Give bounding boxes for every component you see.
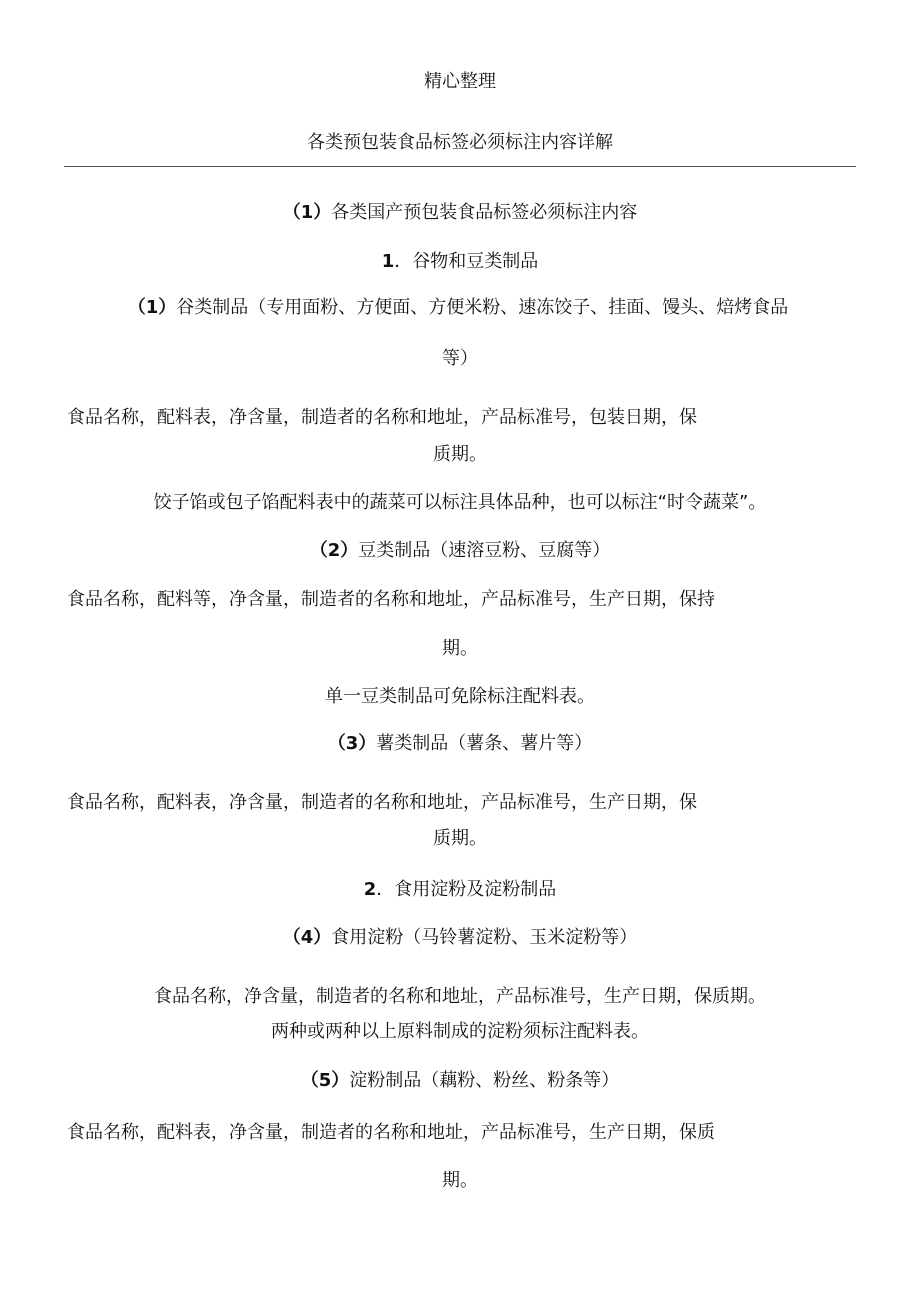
category-1-title: ．谷物和豆类制品 (394, 251, 539, 272)
item-2-title-text: 豆类制品（速溶豆粉、豆腐等） (358, 540, 611, 561)
item-2-requirements: 食品名称，配料等，净含量，制造者的名称和地址，产品标准号，生产日期，保持 (67, 589, 715, 610)
item-2-requirements-cont: 期。 (442, 638, 478, 659)
item-3-title (0, 733, 920, 755)
header-note: 精心整理 (424, 71, 496, 92)
item-2-title (0, 540, 920, 562)
item-5-requirements-cont: 期。 (442, 1170, 478, 1191)
category-2-title: ．食用淀粉及淀粉制品 (376, 879, 557, 900)
item-3-requirements-cont: 质期。 (433, 828, 487, 849)
item-4-title-text: 食用淀粉（马铃薯淀粉、玉米淀粉等） (331, 927, 638, 948)
section-heading-text: 各类国产预包装食品标签必须标注内容 (331, 202, 638, 223)
item-1-note: 饺子馅或包子馅配料表中的蔬菜可以标注具体品种，也可以标注“时令蔬菜”。 (153, 492, 767, 513)
item-1-num: （1） (127, 297, 177, 318)
item-1-title-cont: 等） (442, 348, 478, 369)
section-heading-num: （1） (282, 202, 332, 223)
item-5-title (0, 1070, 920, 1092)
item-5-num: （5） (300, 1070, 350, 1091)
document-title: 各类预包装食品标签必须标注内容详解 (307, 132, 613, 153)
category-heading-2 (0, 879, 920, 901)
section-heading (0, 202, 920, 224)
item-2-note: 单一豆类制品可免除标注配料表。 (325, 686, 595, 707)
item-5-title-text: 淀粉制品（藕粉、粉丝、粉条等） (349, 1070, 620, 1091)
category-1-num: 1 (381, 251, 395, 272)
item-3-num: （3） (327, 733, 377, 754)
item-1-requirements-cont: 质期。 (433, 444, 487, 465)
category-2-num: 2 (363, 879, 377, 900)
item-3-title-text: 薯类制品（薯条、薯片等） (376, 733, 593, 754)
item-1-title-a: 谷类制品（专用面粉、方便面、方便米粉、速冻饺子、挂面、馒头、焙烤食品 (176, 297, 789, 318)
item-3-requirements: 食品名称，配料表，净含量，制造者的名称和地址，产品标准号，生产日期，保 (67, 792, 697, 813)
item-4-requirements: 食品名称，净含量，制造者的名称和地址，产品标准号，生产日期，保质期。 (154, 986, 766, 1007)
item-5-requirements: 食品名称，配料表，净含量，制造者的名称和地址，产品标准号，生产日期，保质 (67, 1122, 715, 1143)
item-1-title (0, 297, 918, 319)
category-heading-1 (0, 251, 920, 273)
item-4-note: 两种或两种以上原料制成的淀粉须标注配料表。 (271, 1021, 649, 1042)
item-1-requirements: 食品名称，配料表，净含量，制造者的名称和地址，产品标准号，包装日期，保 (67, 407, 697, 428)
title-divider (64, 166, 856, 167)
item-4-num: （4） (282, 927, 332, 948)
item-4-title (0, 927, 920, 949)
item-2-num: （2） (309, 540, 359, 561)
